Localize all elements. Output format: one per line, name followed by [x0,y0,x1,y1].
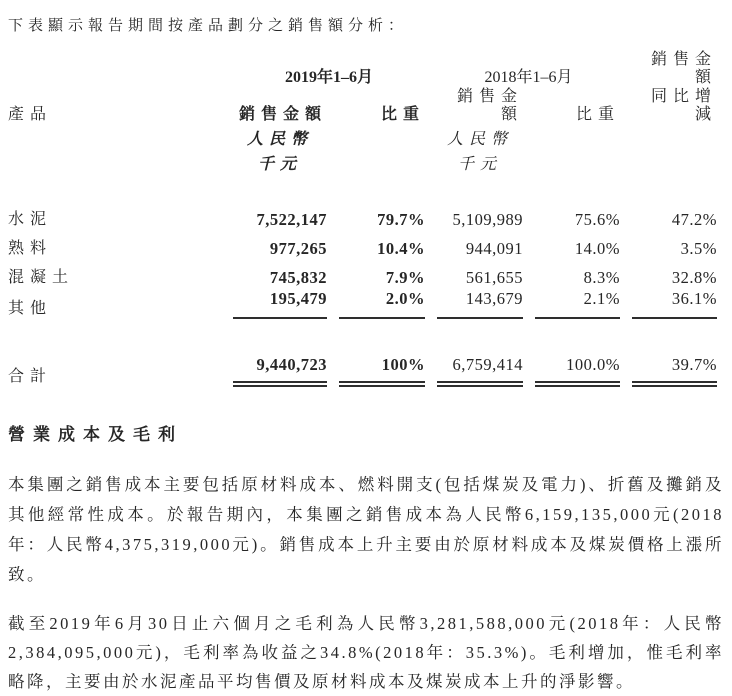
empty-cell [8,150,221,175]
cell-yoy: 32.8% [671,267,718,287]
cell-total-sales-2019: 9,440,723 [233,342,327,387]
sales-2018-column-header: 銷售金額 [457,87,524,124]
cell-share-2019: 10.4% [377,238,426,258]
table-row-concrete [8,259,717,288]
empty-cell [8,125,221,150]
cell-share-2019: 79.7% [377,209,426,229]
table-header-period-row [8,51,717,88]
cell-sales-2019: 7,522,147 [256,209,327,229]
table-gap-row [8,319,717,342]
currency-2019-label: 人民幣 [246,131,313,149]
intro-text: 下表顯示報告期間按產品劃分之銷售額分析： [8,18,409,34]
share-2019-column-header: 比重 [381,106,426,124]
period-2019-header: 2019年1–6月 [285,69,374,87]
cell-product: 混凝土 [8,269,75,287]
table-row-clinker [8,230,717,259]
cell-share-2019: 7.9% [385,267,426,287]
cell-sales-2019: 977,265 [269,238,327,258]
cell-share-2018: 75.6% [574,209,621,229]
period-2018-header: 2018年1–6月 [484,69,573,87]
unit-2018-label: 千元 [458,156,503,174]
cell-total-share-2019: 100% [339,342,425,387]
empty-cell [8,319,717,342]
yoy-header-line2: 同比增減 [651,87,718,124]
share-2018-column-header: 比重 [576,106,621,124]
table-spacer-row [8,175,717,201]
cell-sales-2018: 5,109,989 [452,209,524,229]
cell-total-sales-2018: 6,759,414 [437,342,523,387]
cell-sales-2019: 745,832 [269,267,327,287]
sales-by-product-table [0,51,729,387]
empty-cell [339,125,425,150]
paragraph-cost-of-sales: 本集團之銷售成本主要包括原材料成本、燃料開支(包括煤炭及電力)、折舊及攤銷及其他經常性成本。於報告期內，本集團之銷售成本為人民幣6,159,135,000元(2018年：人民幣4,375,319,000元)。銷售成本上升主要由於原材料成本及煤炭價格上漲所致。 [8,474,724,584]
empty-cell [8,51,221,88]
cell-yoy: 36.1% [632,288,717,319]
cell-product: 熟料 [8,240,53,258]
cell-share-2019: 2.0% [339,288,425,319]
sales-2019-column-header: 銷售金額 [238,106,327,124]
table-total-row [8,342,717,387]
table-header-unit-row [8,150,717,175]
cell-product: 其他 [8,300,53,318]
empty-cell [339,150,425,175]
empty-cell [535,150,620,175]
table-header-columns-row [8,88,717,125]
table-header-currency-row [8,125,717,150]
cell-share-2018: 14.0% [574,238,621,258]
product-column-header: 產品 [8,106,53,124]
cell-total-share-2018: 100.0% [535,342,620,387]
cell-sales-2018: 143,679 [437,288,523,319]
cell-product: 水泥 [8,211,53,229]
cell-sales-2018: 944,091 [465,238,524,258]
unit-2019-label: 千元 [257,156,302,174]
empty-cell [632,150,717,175]
cell-total-yoy: 39.7% [632,342,717,387]
empty-cell [535,125,620,150]
cell-sales-2019: 195,479 [233,288,327,319]
empty-cell [632,125,717,150]
cell-yoy: 3.5% [680,238,718,258]
section-heading-cost-and-gross-profit: 營業成本及毛利 [8,424,183,444]
cell-share-2018: 2.1% [535,288,620,319]
yoy-header-line1: 銷售金額 [651,51,718,87]
currency-2018-label: 人民幣 [447,131,514,149]
cell-sales-2018: 561,655 [465,267,524,287]
table-row-cement [8,201,717,230]
table-row-others [8,288,717,319]
cell-share-2018: 8.3% [583,267,621,287]
cell-total-label: 合計 [8,368,53,386]
cell-yoy: 47.2% [671,209,718,229]
empty-cell [8,175,717,201]
paragraph-gross-profit: 截至2019年6月30日止六個月之毛利為人民幣3,281,588,000元(2018年：人民幣2,384,095,000元)，毛利率為收益之34.8%(2018年：35.3%)。毛利增加，惟毛利率略降，主要由於水泥產品平均售價及原材料成本及煤炭成本上升的淨影響。 [8,613,724,691]
